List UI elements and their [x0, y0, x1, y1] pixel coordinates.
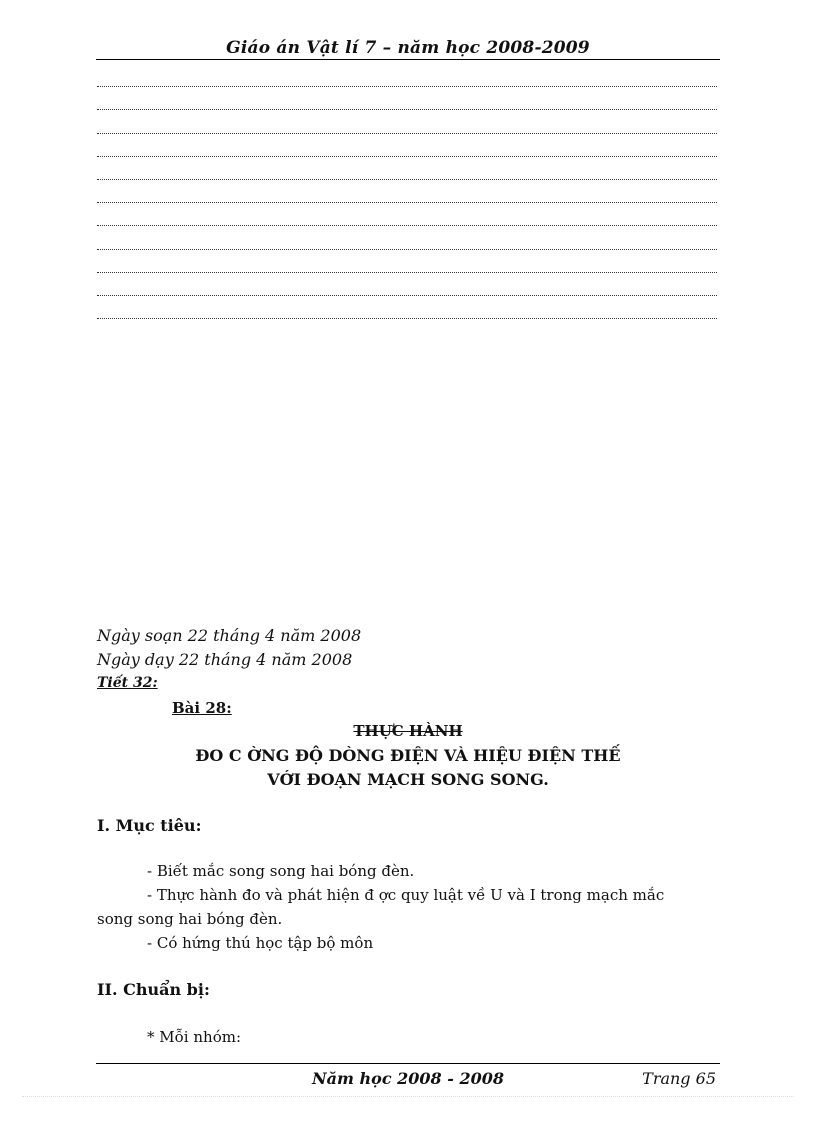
dotted-line: [97, 110, 717, 133]
footer-rule: [96, 1063, 720, 1064]
lesson-title-main: ĐO C ỜNG ĐỘ DÒNG ĐIỆN VÀ HIỆU ĐIỆN THẾ: [195, 746, 621, 765]
dotted-line: [97, 296, 717, 319]
dotted-line: [97, 250, 717, 273]
objective-item: - Thực hành đo và phát hiện đ ợc quy luật về U và I trong mạch mắc: [147, 886, 665, 904]
lesson-number: Bài 28:: [172, 699, 232, 717]
blank-notes-area: [97, 64, 717, 319]
dotted-line: [97, 273, 717, 296]
page-header-title: Giáo án Vật lí 7 – năm học 2008-2009: [226, 38, 590, 58]
dotted-line: [97, 64, 717, 87]
footer-page-number: Trang 65: [642, 1069, 716, 1088]
footer-school-year: Năm học 2008 - 2008: [312, 1069, 504, 1088]
page-edge: [22, 1096, 794, 1097]
prepared-date: Ngày soạn 22 tháng 4 năm 2008: [97, 626, 362, 645]
lesson-title-sub: VỚI ĐOẠN MẠCH SONG SONG.: [267, 770, 549, 789]
dotted-line: [97, 180, 717, 203]
dotted-line: [97, 157, 717, 180]
dotted-line: [97, 134, 717, 157]
taught-date: Ngày dạy 22 tháng 4 năm 2008: [97, 650, 353, 669]
objective-item-continuation: song song hai bóng đèn.: [97, 910, 283, 928]
header-rule: [96, 59, 720, 60]
objective-item: - Biết mắc song song hai bóng đèn.: [147, 862, 415, 880]
preparation-item: * Mỗi nhóm:: [147, 1028, 241, 1046]
dotted-line: [97, 87, 717, 110]
lesson-title-practice: THỰC HÀNH: [353, 722, 463, 740]
preparation-heading: II. Chuẩn bị:: [97, 980, 210, 999]
objectives-heading: I. Mục tiêu:: [97, 816, 202, 835]
lesson-period: Tiết 32:: [97, 675, 158, 691]
dotted-line: [97, 203, 717, 226]
dotted-line: [97, 226, 717, 249]
objective-item: - Có hứng thú học tập bộ môn: [147, 934, 374, 952]
